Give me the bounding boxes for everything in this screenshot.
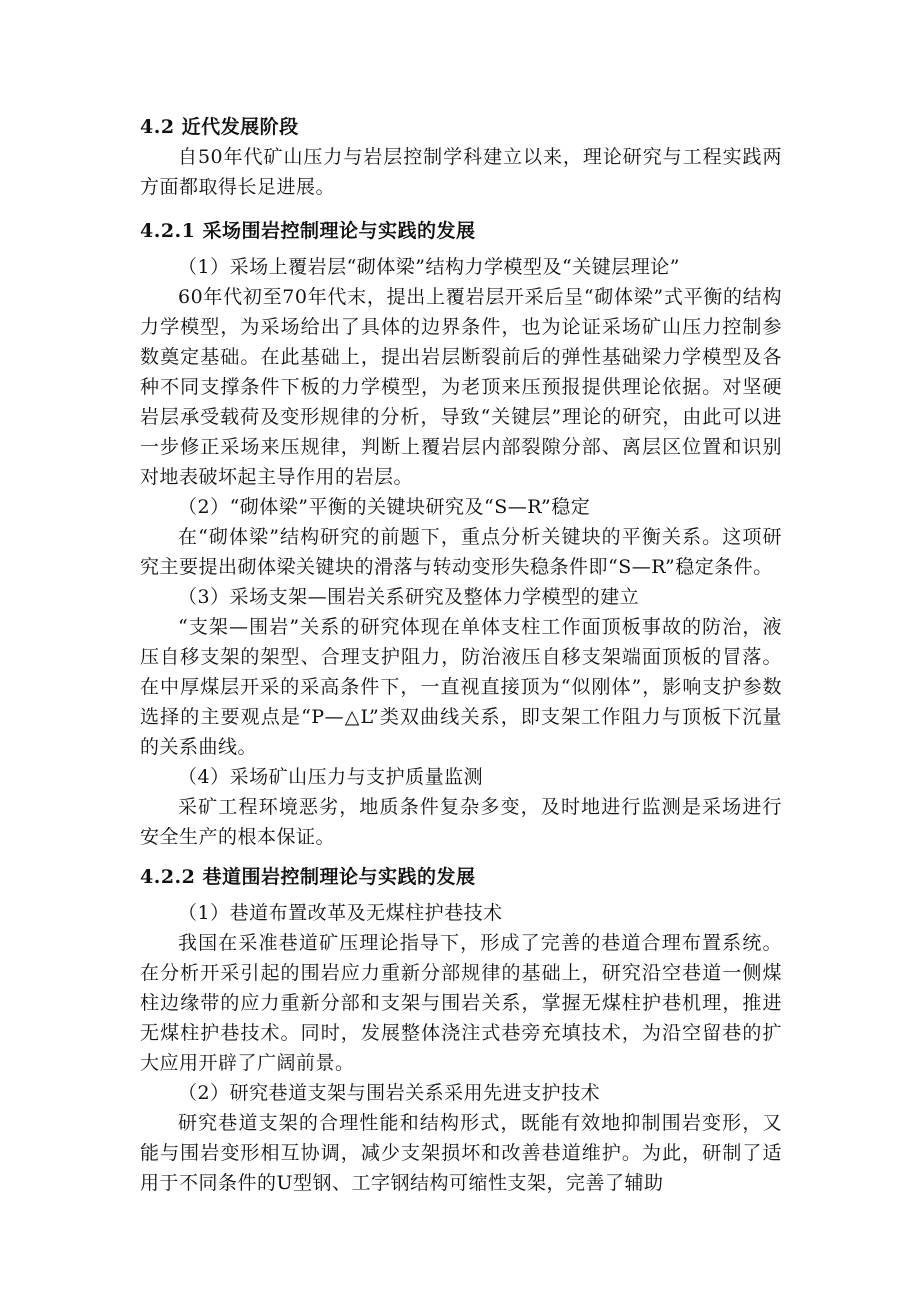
paragraph: 采矿工程环境恶劣，地质条件复杂多变，及时地进行监测是采场进行安全生产的根本保证。 [140, 796, 782, 848]
section-heading-4-2-1: 4.2.1 采场围岩控制理论与实践的发展 [140, 220, 476, 242]
section-heading-4-2: 4.2 近代发展阶段 [140, 116, 299, 138]
section-heading-4-2-2: 4.2.2 巷道围岩控制理论与实践的发展 [140, 866, 476, 888]
paragraph: 自50年代矿山压力与岩层控制学科建立以来，理论研究与工程实践两方面都取得长足进展。 [140, 146, 782, 198]
paragraph: “支架—围岩”关系的研究体现在单体支柱工作面顶板事故的防治，液压自移支架的架型、合理支护阻力，防治液压自移支架端面顶板的冒落。在中厚煤层开采的采高条件下，一直视直接顶为“似刚体”，影响支护参数选择的主要观点是“P—△L”类双曲线关系，即支架工作阻力与顶板下沉量的关系曲线。 [140, 616, 782, 758]
document-page [140, 112, 782, 1198]
paragraph: 我国在采准巷道矿压理论指导下，形成了完善的巷道合理布置系统。在分析开采引起的围岩应力重新分部规律的基础上，研究沿空巷道一侧煤柱边缘带的应力重新分部和支架与围岩关系，掌握无煤柱护巷机理，推进无煤柱护巷技术。同时，发展整体浇注式巷旁充填技术，为沿空留巷的扩大应用开辟了广阔前景。 [140, 932, 782, 1074]
paragraph: 在“砌体梁”结构研究的前题下，重点分析关键块的平衡关系。这项研究主要提出砌体梁关键块的滑落与转动变形失稳条件即“S—R”稳定条件。 [140, 526, 782, 578]
paragraph: 研究巷道支架的合理性能和结构形式，既能有效地抑制围岩变形，又能与围岩变形相互协调，减少支架损坏和改善巷道维护。为此，研制了适用于不同条件的U型钢、工字钢结构可缩性支架，完善了辅助 [140, 1112, 782, 1194]
list-item: （3）采场支架—围岩关系研究及整体力学模型的建立 [178, 586, 640, 608]
list-item: （1）巷道布置改革及无煤柱护巷技术 [178, 902, 503, 924]
list-item: （2）“砌体梁”平衡的关键块研究及“S—R”稳定 [178, 496, 591, 518]
paragraph: 60年代初至70年代末，提出上覆岩层开采后呈“砌体梁”式平衡的结构力学模型，为采场给出了具体的边界条件，也为论证采场矿山压力控制参数奠定基础。在此基础上，提出岩层断裂前后的弹性基础梁力学模型及各种不同支撑条件下板的力学模型，为老顶来压预报提供理论依据。对坚硬岩层承受载荷及变形规律的分析，导致“关键层”理论的研究，由此可以进一步修正采场来压规律，判断上覆岩层内部裂隙分部、离层区位置和识别对地表破坏起主导作用的岩层。 [140, 286, 782, 488]
list-item: （4）采场矿山压力与支护质量监测 [178, 766, 484, 788]
list-item: （2）研究巷道支架与围岩关系采用先进支护技术 [178, 1082, 601, 1104]
list-item: （1）采场上覆岩层“砌体梁”结构力学模型及“关键层理论” [178, 256, 680, 278]
